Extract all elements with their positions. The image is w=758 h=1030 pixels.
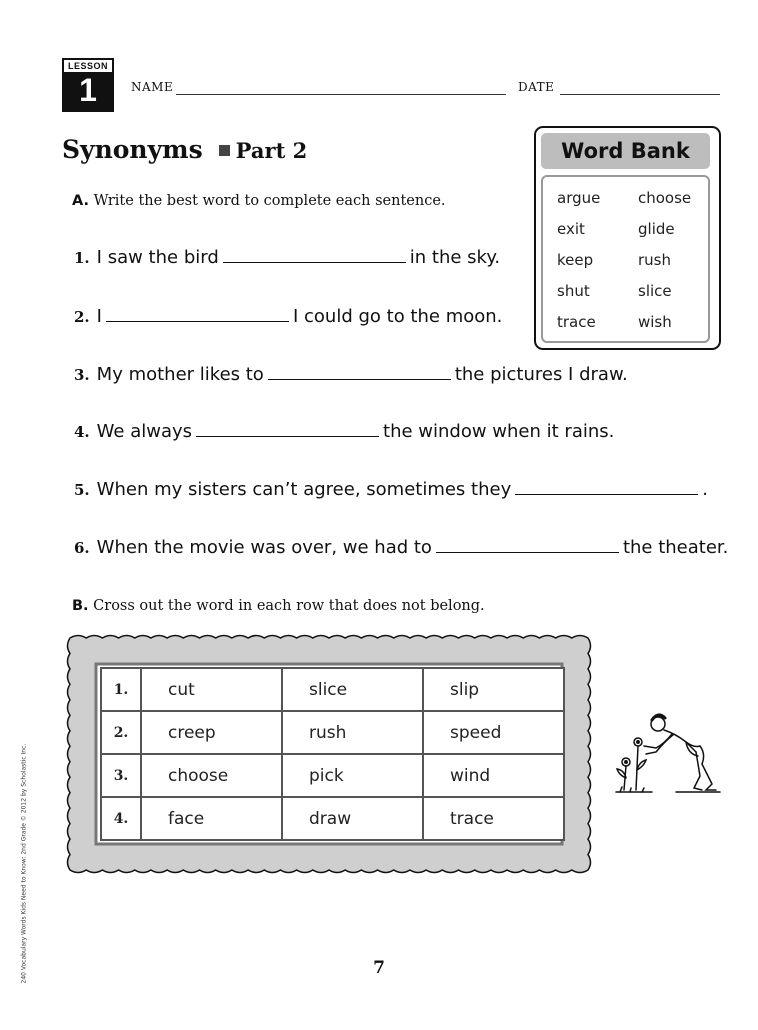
row-word[interactable]: slip	[423, 668, 564, 711]
table-row	[101, 711, 564, 754]
section-a-instruction	[72, 193, 446, 209]
row-word[interactable]: rush	[282, 711, 423, 754]
title-part: Part 2	[235, 138, 308, 163]
word-bank-word: slice	[638, 282, 672, 300]
row-number: 1.	[101, 668, 141, 711]
lesson-badge	[62, 58, 114, 112]
word-bank-word: keep	[557, 251, 594, 269]
word-bank-word: trace	[557, 313, 596, 331]
date-line[interactable]	[560, 94, 720, 95]
child-gardening-illustration	[612, 712, 724, 798]
word-bank	[534, 126, 721, 350]
sentence-number: 5.	[74, 481, 90, 499]
row-word[interactable]: speed	[423, 711, 564, 754]
row-word[interactable]: choose	[141, 754, 282, 797]
section-b-letter: B.	[72, 598, 89, 614]
sentence-text-after: I could go to the moon.	[292, 306, 503, 327]
answer-blank[interactable]	[196, 422, 379, 437]
date-label: DATE	[518, 80, 555, 94]
row-word[interactable]: face	[141, 797, 282, 840]
name-line[interactable]	[176, 94, 506, 95]
word-bank-word: choose	[638, 189, 692, 207]
sentence-6	[74, 537, 728, 558]
answer-blank[interactable]	[436, 538, 619, 553]
answer-blank[interactable]	[515, 480, 698, 495]
side-credit: 240 Vocabulary Words Kids Need to Know: 2nd Grade © 2012 by Scholastic Inc.	[20, 743, 28, 984]
sentence-text-after: .	[702, 479, 708, 500]
sentence-text-before: When the movie was over, we had to	[96, 537, 432, 558]
row-word[interactable]: cut	[141, 668, 282, 711]
sentence-text-after: the pictures I draw.	[454, 364, 628, 385]
word-bank-list	[541, 175, 710, 343]
section-b-text: Cross out the word in each row that does not belong.	[93, 598, 485, 614]
row-number: 2.	[101, 711, 141, 754]
row-word[interactable]: slice	[282, 668, 423, 711]
sentence-text-before: We always	[96, 421, 193, 442]
row-number: 4.	[101, 797, 141, 840]
sentence-3	[74, 364, 628, 385]
sentence-4	[74, 421, 614, 442]
sentence-text-before: When my sisters can’t agree, sometimes they	[96, 479, 512, 500]
sentence-1	[74, 247, 500, 268]
word-bank-title: Word Bank	[541, 133, 710, 169]
sentence-text-before: I	[96, 306, 102, 327]
table-row	[101, 668, 564, 711]
row-number: 3.	[101, 754, 141, 797]
sentence-5	[74, 479, 708, 500]
title-main: Synonyms	[62, 135, 203, 164]
section-b-instruction	[72, 598, 485, 614]
lesson-label: LESSON	[64, 60, 112, 72]
square-bullet-icon	[219, 145, 230, 156]
table-row	[101, 754, 564, 797]
sentence-text-before: I saw the bird	[96, 247, 219, 268]
sentence-number: 4.	[74, 423, 90, 441]
answer-blank[interactable]	[223, 248, 406, 263]
row-word[interactable]: wind	[423, 754, 564, 797]
word-bank-word: shut	[557, 282, 590, 300]
word-bank-word: argue	[557, 189, 601, 207]
word-bank-word: glide	[638, 220, 675, 238]
answer-blank[interactable]	[268, 365, 451, 380]
lesson-number: 1	[79, 72, 97, 108]
sentence-2	[74, 306, 502, 327]
sentence-text-after: the window when it rains.	[383, 421, 615, 442]
row-word[interactable]: pick	[282, 754, 423, 797]
word-bank-word: rush	[638, 251, 671, 269]
sentence-text-after: the theater.	[622, 537, 729, 558]
page-title	[62, 135, 307, 164]
row-word[interactable]: trace	[423, 797, 564, 840]
answer-blank[interactable]	[106, 307, 289, 322]
section-a-letter: A.	[72, 193, 89, 209]
sentence-number: 2.	[74, 308, 90, 326]
section-a-text: Write the best word to complete each sentence.	[93, 193, 446, 209]
word-bank-word: wish	[638, 313, 672, 331]
sentence-number: 1.	[74, 249, 90, 267]
row-word[interactable]: draw	[282, 797, 423, 840]
word-bank-word: exit	[557, 220, 585, 238]
sentence-number: 3.	[74, 366, 90, 384]
table-row	[101, 797, 564, 840]
row-word[interactable]: creep	[141, 711, 282, 754]
page-number: 7	[373, 958, 385, 978]
word-table	[100, 667, 565, 841]
sentence-text-before: My mother likes to	[96, 364, 264, 385]
name-label: NAME	[131, 80, 174, 94]
sentence-number: 6.	[74, 539, 90, 557]
sentence-text-after: in the sky.	[409, 247, 501, 268]
